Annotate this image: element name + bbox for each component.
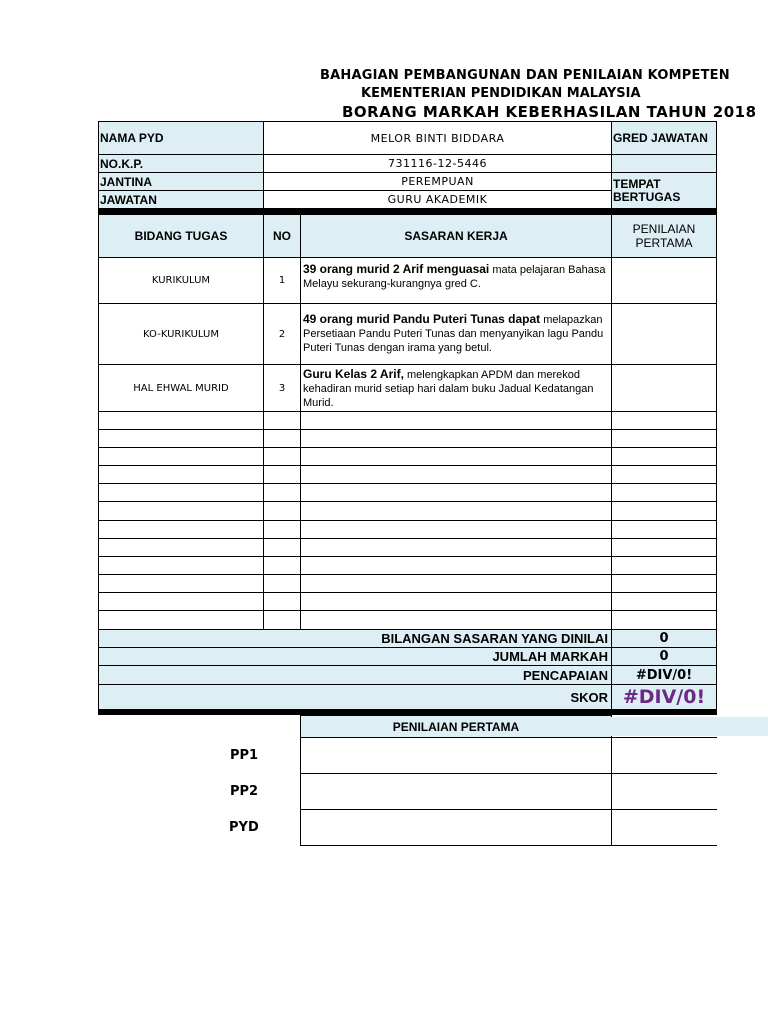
col-header-penilaian-text: PENILAIAN PERTAMA <box>632 222 696 250</box>
bilangan-value: 0 <box>611 629 717 648</box>
empty-row-3-cell-3[interactable] <box>300 447 612 466</box>
jumlah-markah-value: 0 <box>611 647 717 666</box>
empty-row-9-cell-3[interactable] <box>300 556 612 575</box>
pencapaian-value: #DIV/0! <box>611 665 717 685</box>
empty-row-6-cell-3[interactable] <box>300 501 612 521</box>
jantina-value[interactable]: PEREMPUAN <box>263 172 612 191</box>
empty-row-12-cell-1[interactable] <box>98 610 264 630</box>
empty-row-7-cell-2[interactable] <box>263 520 301 539</box>
empty-row-6-cell-4[interactable] <box>611 501 717 521</box>
pyd-date-box[interactable] <box>611 809 717 846</box>
row-1-bidang: KURIKULUM <box>98 257 264 304</box>
row-3-no: 3 <box>263 364 301 412</box>
row-1-sasaran-text: mata pelajaran Bahasa Melayu sekurang-kurangnya gred C. <box>303 264 606 290</box>
pp1-date-box[interactable] <box>611 737 717 774</box>
col-header-sasaran: SASARAN KERJA <box>300 214 612 258</box>
empty-row-4-cell-2[interactable] <box>263 465 301 484</box>
empty-row-2-cell-2[interactable] <box>263 429 301 448</box>
row-3-penilaian[interactable] <box>611 364 717 412</box>
row-3-sasaran-text: melengkapkan APDM dan merekod kehadiran murid setiap hari dalam buku Jadual Kedatangan Murid. <box>303 369 594 409</box>
signoff-header: PENILAIAN PERTAMA <box>300 715 612 738</box>
empty-row-11-cell-3[interactable] <box>300 592 612 611</box>
row-2-bidang: KO-KURIKULUM <box>98 303 264 365</box>
col-header-bidang: BIDANG TUGAS <box>98 214 264 258</box>
empty-row-6-cell-2[interactable] <box>263 501 301 521</box>
empty-row-3-cell-2[interactable] <box>263 447 301 466</box>
empty-row-5-cell-4[interactable] <box>611 483 717 502</box>
empty-row-8-cell-1[interactable] <box>98 538 264 557</box>
empty-row-3-cell-4[interactable] <box>611 447 717 466</box>
row-1-sasaran <box>300 257 612 304</box>
skor-label: SKOR <box>98 684 612 710</box>
jawatan-label: JAWATAN <box>98 190 264 209</box>
pencapaian-label: PENCAPAIAN <box>98 665 612 685</box>
empty-row-4-cell-3[interactable] <box>300 465 612 484</box>
empty-row-10-cell-4[interactable] <box>611 574 717 593</box>
nama-pyd-value[interactable]: MELOR BINTI BIDDARA <box>263 121 612 155</box>
bilangan-label: BILANGAN SASARAN YANG DINILAI <box>98 629 612 648</box>
empty-row-12-cell-3[interactable] <box>300 610 612 630</box>
empty-row-2-cell-4[interactable] <box>611 429 717 448</box>
row-3-sasaran <box>300 364 612 412</box>
empty-row-12-cell-4[interactable] <box>611 610 717 630</box>
pp1-label: PP1 <box>230 748 259 763</box>
empty-row-12-cell-2[interactable] <box>263 610 301 630</box>
nama-pyd-label: NAMA PYD <box>98 121 264 155</box>
empty-row-11-cell-4[interactable] <box>611 592 717 611</box>
row-3-bidang: HAL EHWAL MURID <box>98 364 264 412</box>
empty-row-10-cell-3[interactable] <box>300 574 612 593</box>
header-line-2: KEMENTERIAN PENDIDIKAN MALAYSIA <box>361 86 641 101</box>
empty-row-1-cell-2[interactable] <box>263 411 301 430</box>
empty-row-7-cell-1[interactable] <box>98 520 264 539</box>
empty-row-5-cell-1[interactable] <box>98 483 264 502</box>
header-line-1: BAHAGIAN PEMBANGUNAN DAN PENILAIAN KOMPETEN <box>320 68 730 83</box>
empty-row-2-cell-3[interactable] <box>300 429 612 448</box>
row-2-sasaran-text: melapazkan Persetiaan Pandu Puteri Tunas dan menyanyikan lagu Pandu Puteri Tunas dengan irama yang betul. <box>303 314 604 354</box>
pp1-signature-box[interactable] <box>300 737 612 774</box>
pyd-label: PYD <box>229 820 259 835</box>
gred-jawatan-value[interactable] <box>611 154 717 173</box>
tempat-bertugas-label <box>611 172 717 209</box>
pp2-signature-box[interactable] <box>300 773 612 810</box>
empty-row-5-cell-3[interactable] <box>300 483 612 502</box>
empty-row-9-cell-1[interactable] <box>98 556 264 575</box>
col-header-no: NO <box>263 214 301 258</box>
empty-row-9-cell-4[interactable] <box>611 556 717 575</box>
empty-row-10-cell-2[interactable] <box>263 574 301 593</box>
row-2-penilaian[interactable] <box>611 303 717 365</box>
empty-row-1-cell-1[interactable] <box>98 411 264 430</box>
jawatan-value[interactable]: GURU AKADEMIK <box>263 190 612 209</box>
row-3-sasaran-bold: Guru Kelas 2 Arif, <box>303 367 404 381</box>
gred-jawatan-label: GRED JAWATAN <box>611 121 717 155</box>
empty-row-9-cell-2[interactable] <box>263 556 301 575</box>
empty-row-2-cell-1[interactable] <box>98 429 264 448</box>
empty-row-5-cell-2[interactable] <box>263 483 301 502</box>
row-2-sasaran-bold: 49 orang murid Pandu Puteri Tunas dapat <box>303 312 541 326</box>
nokp-value[interactable]: 731116-12-5446 <box>263 154 612 173</box>
empty-row-4-cell-1[interactable] <box>98 465 264 484</box>
empty-row-3-cell-1[interactable] <box>98 447 264 466</box>
jumlah-markah-label: JUMLAH MARKAH <box>98 647 612 666</box>
row-1-no: 1 <box>263 257 301 304</box>
row-2-no: 2 <box>263 303 301 365</box>
empty-row-7-cell-4[interactable] <box>611 520 717 539</box>
empty-row-8-cell-3[interactable] <box>300 538 612 557</box>
empty-row-8-cell-2[interactable] <box>263 538 301 557</box>
empty-row-10-cell-1[interactable] <box>98 574 264 593</box>
empty-row-4-cell-4[interactable] <box>611 465 717 484</box>
empty-row-1-cell-3[interactable] <box>300 411 612 430</box>
empty-row-11-cell-1[interactable] <box>98 592 264 611</box>
form-title: BORANG MARKAH KEBERHASILAN TAHUN 2018 <box>342 103 757 121</box>
row-1-sasaran-bold: 39 orang murid 2 Arif menguasai <box>303 262 490 276</box>
row-1-penilaian[interactable] <box>611 257 717 304</box>
skor-value: #DIV/0! <box>611 684 717 710</box>
col-header-penilaian <box>611 214 717 258</box>
jantina-label: JANTINA <box>98 172 264 191</box>
empty-row-8-cell-4[interactable] <box>611 538 717 557</box>
pyd-signature-box[interactable] <box>300 809 612 846</box>
empty-row-7-cell-3[interactable] <box>300 520 612 539</box>
empty-row-6-cell-1[interactable] <box>98 501 264 521</box>
nokp-label: NO.K.P. <box>98 154 264 173</box>
row-2-sasaran <box>300 303 612 365</box>
pp2-label: PP2 <box>230 784 259 799</box>
tempat-bertugas-text: TEMPAT BERTUGAS <box>613 176 681 204</box>
empty-row-1-cell-4[interactable] <box>611 411 717 430</box>
pp2-date-box[interactable] <box>611 773 717 810</box>
empty-row-11-cell-2[interactable] <box>263 592 301 611</box>
signoff-header-extension <box>611 717 768 736</box>
